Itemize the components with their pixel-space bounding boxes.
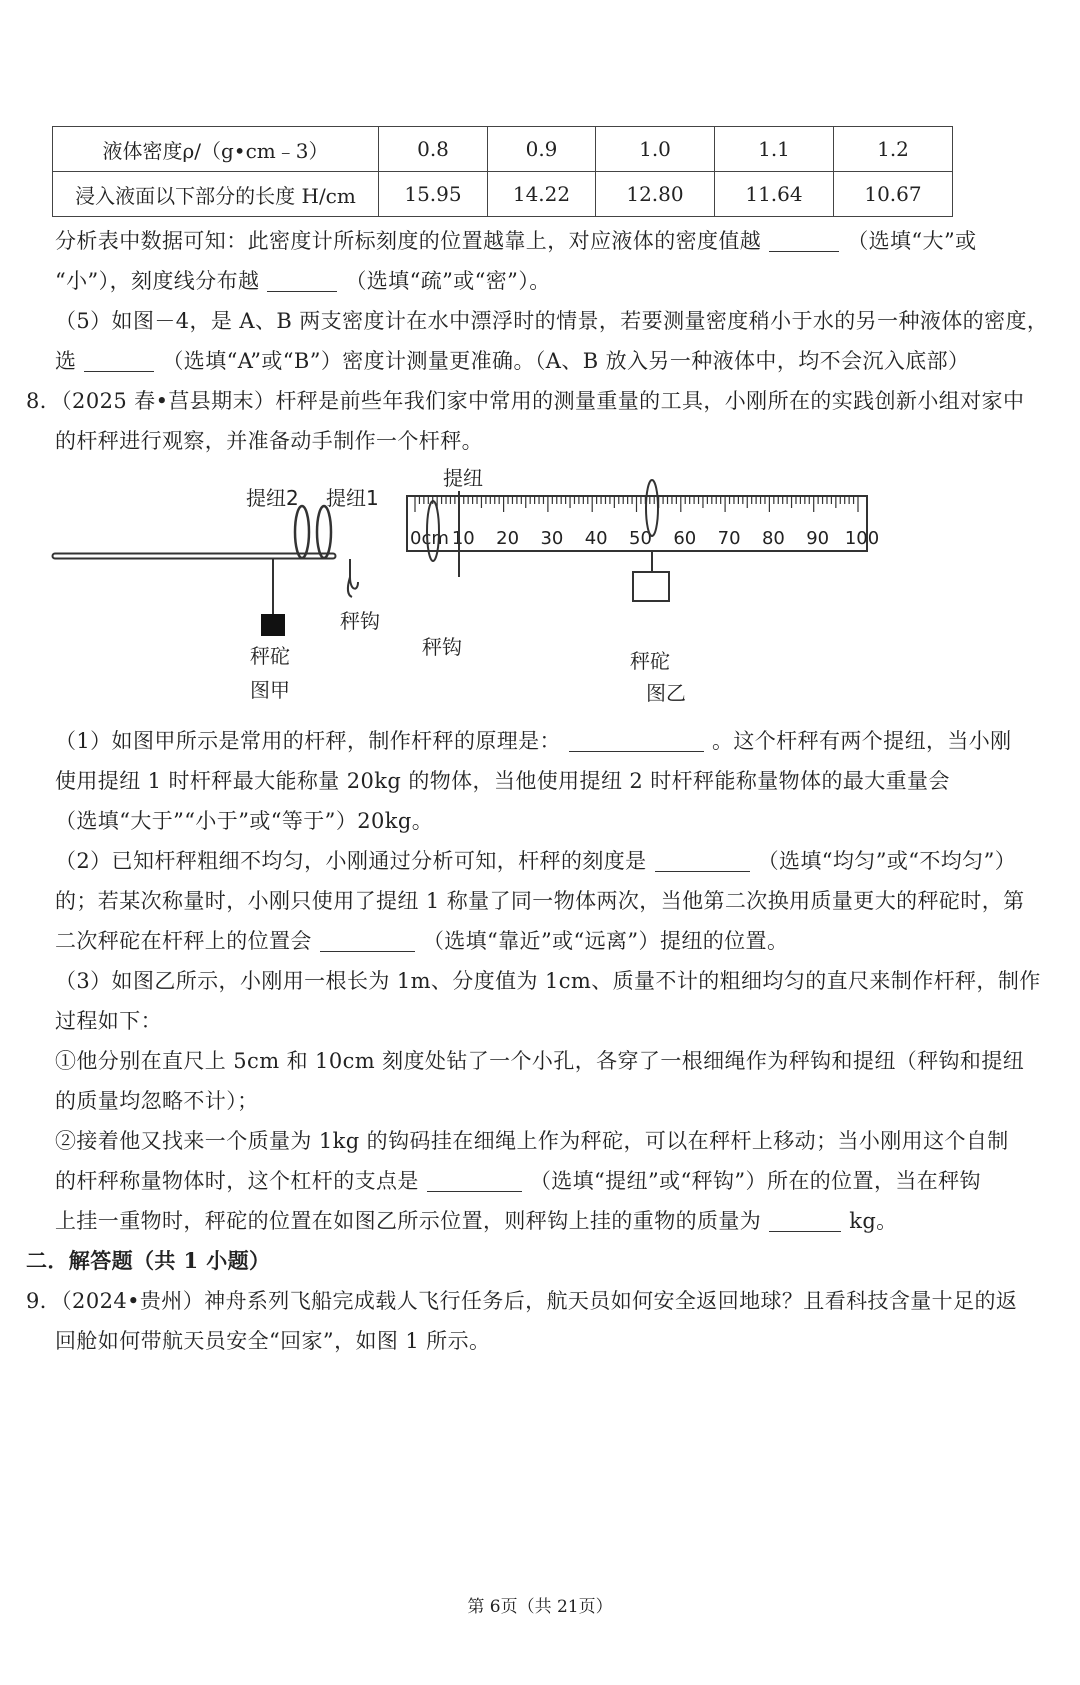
text-span: （选填“疏”或“密”）。 (345, 269, 551, 293)
label-hook: 秤钩 (422, 635, 462, 659)
text-line: （5）如图－4，是 A、B 两支密度计在水中漂浮时的情景，若要测量密度稍小于水的另一种液体的密度， (55, 309, 1049, 333)
text-span: （选填“A”或“B”）密度计测量更准确。（A、B 放入另一种液体中，均不会沉入底部） (162, 349, 970, 373)
knob-2-loop (295, 506, 309, 558)
knob-1-loop (317, 506, 331, 558)
caption-yi: 图乙 (646, 681, 686, 705)
table-row (53, 127, 953, 172)
text-line (55, 1161, 981, 1201)
text-line (55, 721, 1012, 761)
text-span: 上挂一重物时，秤砣的位置在如图乙所示位置，则秤钩上挂的重物的质量为 (55, 1209, 762, 1233)
table-header-density: 液体密度ρ/（g•cm﹣3） (53, 127, 379, 172)
text-line: 的杆秤进行观察，并准备动手制作一个杆秤。 (55, 429, 483, 453)
text-span: 分析表中数据可知：此密度计所标刻度的位置越靠上，对应液体的密度值越 (55, 229, 762, 253)
label-knob-1: 提纽1 (326, 486, 379, 510)
ruler-tick-label: 80 (761, 528, 785, 549)
table-cell: 12.80 (596, 172, 715, 217)
caption-jia: 图甲 (250, 678, 290, 702)
label-knob: 提纽 (443, 466, 483, 490)
question-9-line: 9．（2024•贵州）神舟系列飞船完成载人飞行任务后，航天员如何安全返回地球？且看科技含量十足的返 (26, 1289, 1018, 1313)
answer-blank[interactable] (267, 269, 337, 292)
section-heading: 二．解答题（共 1 小题） (26, 1248, 271, 1273)
ruler-tick-label: 40 (584, 528, 608, 549)
text-span: （选填“提纽”或“秤钩”）所在的位置，当在秤钩 (529, 1169, 981, 1193)
text-line: ①他分别在直尺上 5cm 和 10cm 刻度处钻了一个小孔，各穿了一根细绳作为秤钩和提纽（秤钩和提纽 (55, 1049, 1025, 1073)
answer-blank[interactable] (655, 849, 750, 872)
ruler-unit-label: 0cm (410, 528, 449, 549)
text-span: 二次秤砣在杆秤上的位置会 (55, 929, 312, 953)
steelyard-figure (50, 465, 880, 710)
text-span: kg。 (849, 1209, 898, 1233)
table-cell: 14.22 (488, 172, 596, 217)
text-line (55, 221, 976, 261)
ruler-tick-label: 30 (540, 528, 564, 549)
density-table (52, 126, 953, 217)
text-line (55, 1201, 898, 1241)
hook-shape (348, 577, 358, 597)
text-line: （选填“大于”“小于”或“等于”）20kg。 (55, 809, 434, 833)
text-line (55, 841, 1016, 881)
table-cell: 1.0 (596, 127, 715, 172)
answer-blank[interactable] (320, 929, 415, 952)
text-span: “小”），刻度线分布越 (55, 269, 260, 293)
answer-blank[interactable] (769, 229, 839, 252)
text-span: 的杆秤称量物体时，这个杠杆的支点是 (55, 1169, 419, 1193)
table-cell: 0.8 (379, 127, 488, 172)
table-cell: 0.9 (488, 127, 596, 172)
text-line (55, 261, 551, 301)
text-line (55, 921, 788, 961)
text-span: （选填“大”或 (847, 229, 977, 253)
text-line: 的质量均忽略不计）； (55, 1089, 259, 1113)
text-line: 回舱如何带航天员安全“回家”，如图 1 所示。 (55, 1329, 491, 1353)
figure-yi (407, 466, 879, 705)
text-line: 的；若某次称量时，小刚只使用了提纽 1 称量了同一物体两次，当他第二次换用质量更大的秤砣时，第 (55, 889, 1025, 913)
answer-blank[interactable] (569, 729, 704, 752)
ruler-tick-label: 10 (451, 528, 475, 549)
table-cell: 10.67 (834, 172, 953, 217)
ruler-tick-label: 60 (673, 528, 697, 549)
text-line: （3）如图乙所示，小刚用一根长为 1m、分度值为 1cm、质量不计的粗细均匀的直尺来制作杆秤，制作 (55, 969, 1041, 993)
ruler-tick-label: 70 (717, 528, 741, 549)
label-hook: 秤钩 (340, 609, 380, 633)
table-cell: 15.95 (379, 172, 488, 217)
text-span: 。这个杆秤有两个提纽，当小刚 (711, 729, 1012, 753)
text-span: （1）如图甲所示是常用的杆秤，制作杆秤的原理是： (55, 729, 561, 753)
table-row (53, 172, 953, 217)
answer-blank[interactable] (427, 1169, 522, 1192)
text-line (55, 341, 969, 381)
ruler-tick-label: 100 (844, 528, 880, 549)
table-cell: 1.1 (715, 127, 834, 172)
text-span: （选填“均匀”或“不均匀”） (757, 849, 1017, 873)
table-header-length: 浸入液面以下部分的长度 H/cm (53, 172, 379, 217)
label-weight: 秤砣 (250, 644, 290, 668)
weight-box (633, 572, 669, 601)
label-weight: 秤砣 (630, 649, 670, 673)
ruler-tick-label: 50 (629, 528, 652, 549)
text-span: （2）已知杆秤粗细不均匀，小刚通过分析可知，杆秤的刻度是 (55, 849, 647, 873)
ruler-tick-label: 90 (806, 528, 830, 549)
answer-blank[interactable] (769, 1209, 841, 1232)
text-span: （选填“靠近”或“远离”）提纽的位置。 (422, 929, 789, 953)
ruler-tick-label: 20 (496, 528, 520, 549)
label-knob-2: 提纽2 (246, 486, 299, 510)
table-cell: 11.64 (715, 172, 834, 217)
page-footer: 第 6页（共 21页） (467, 1597, 613, 1617)
text-line: 使用提纽 1 时杆秤最大能称量 20kg 的物体，当他使用提纽 2 时杆秤能称量物体的最大重量会 (55, 769, 950, 793)
answer-blank[interactable] (84, 349, 154, 372)
text-span: 选 (55, 349, 77, 373)
text-line: ②接着他又找来一个质量为 1kg 的钩码挂在细绳上作为秤砣，可以在秤杆上移动；当小刚用这个自制 (55, 1129, 1009, 1153)
text-line: 过程如下： (55, 1009, 162, 1033)
question-8-line: 8．（2025 春•莒县期末）杆秤是前些年我们家中常用的测量重量的工具，小刚所在的实践创新小组对家中 (26, 389, 1025, 413)
figure-jia (55, 486, 380, 702)
table-cell: 1.2 (834, 127, 953, 172)
weight-block (261, 614, 285, 636)
